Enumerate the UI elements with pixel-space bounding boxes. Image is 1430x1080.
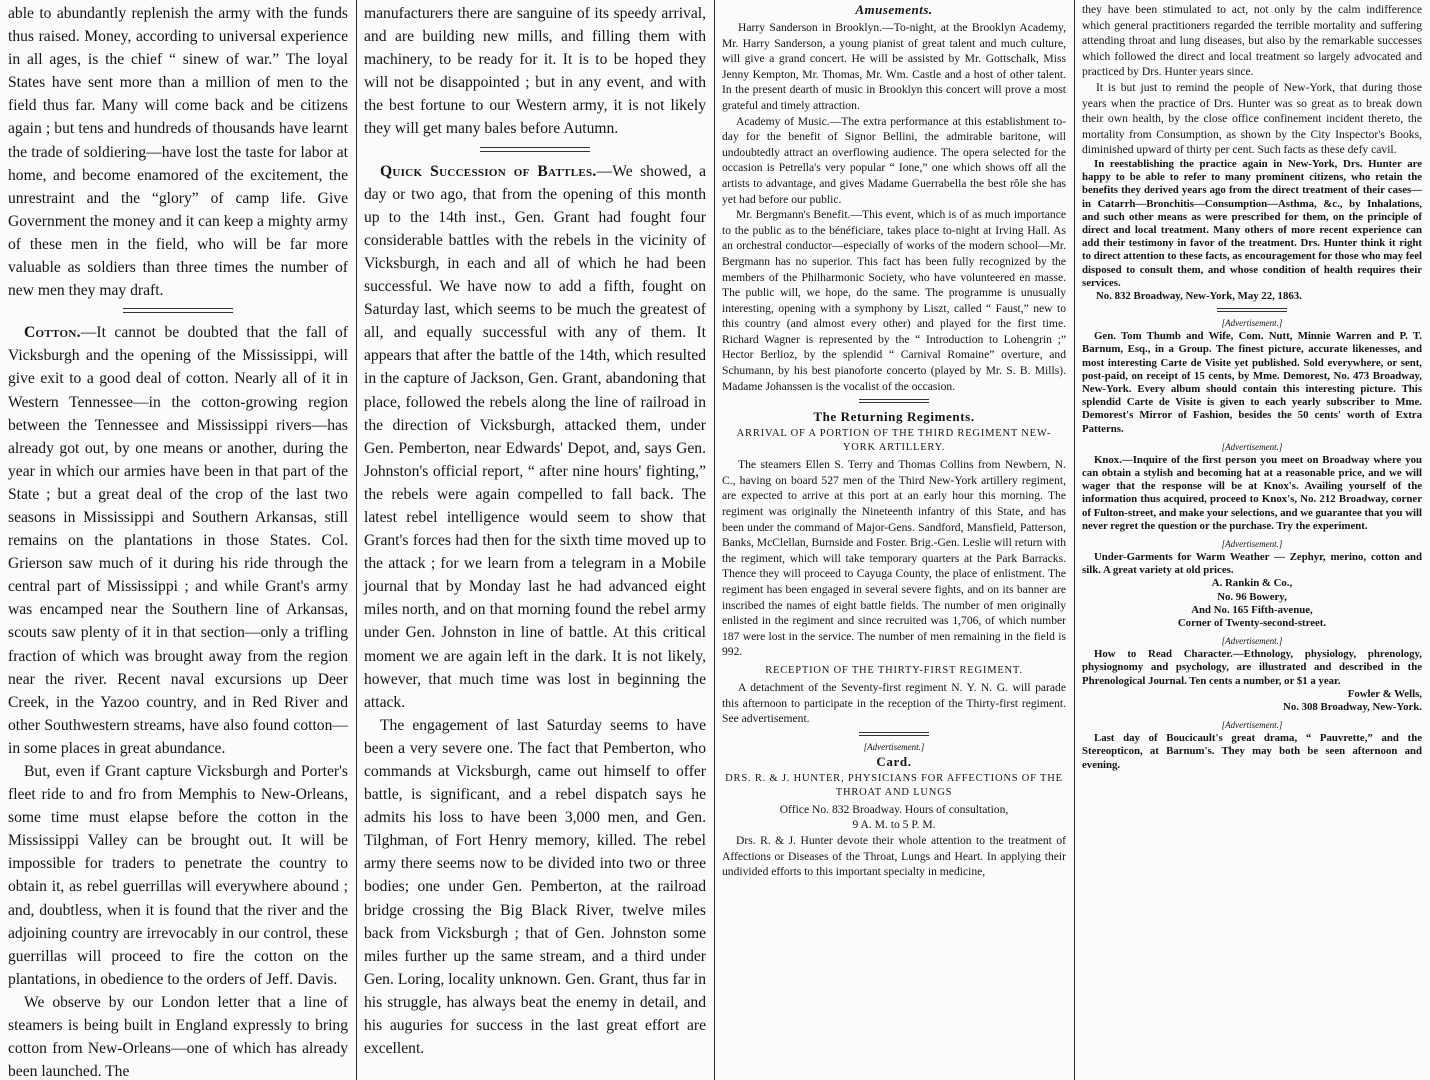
article-text: —It cannot be doubted that the fall of Vicksburgh and the opening of the Mississippi, will give exit to a good deal of cotton. Nearly all of it in Western Tennessee—in the cotton-growing region between the Tennessee and Mississippi rivers—has already got out, by one means or another, during the year in which our armies have been in that part of the State ; but a great deal of the crop of the last two seasons in Mississippi and Southern Arkansas, still remains on the plantations in those States. Col. Grierson saw much of it during his ride through the central part of Mississippi ; and while Grant's army was encamped near the Southern line of Arkansas, scouts saw plenty of it in that section—only a trifling fraction of which was brought away from the region near the river. Recent naval excursions up Deer Creek, in the Yazoo country, and in Red River and other Southwestern streams, have also found cotton—in some places in great abundance. (8, 324, 348, 757)
separator (480, 147, 590, 152)
ad-signature: Corner of Twenty-second-street. (1177, 617, 1327, 630)
column-1 (0, 0, 356, 1080)
article-paragraph: It is but just to remind the people of New-York, that during those years when the practice of Drs. Hunter was so great as to break down their own health, by the close office confinement incident thereto, the mortality from Consumption, as shown by the City Inspector's Books, diminished upward of thirty per cent. Such facts as these defy cavil. (1082, 80, 1422, 157)
section-heading: Amusements. (855, 2, 933, 17)
separator (859, 732, 929, 736)
separator (123, 308, 233, 313)
separator (1217, 308, 1287, 312)
subheading: RECEPTION OF THE THIRTY-FIRST REGIMENT. (765, 664, 1023, 676)
article-paragraph: Harry Sanderson in Brooklyn.—To-night, at the Brooklyn Academy, Mr. Harry Sanderson, a young pianist of great talent and much culture, will give a grand concert. He will be assisted by Mr. Gottschalk, Miss Jenny Kempton, Mr. Thomas, Mr. Wm. Castle and a host of other talent. In the present dearth of music in Brooklyn this concert will prove a most grateful and timely attraction. (722, 21, 1066, 112)
card-hours: 9 A. M. to 5 P. M. (852, 818, 936, 832)
ad-signature: No. 308 Broadway, New-York. (1283, 701, 1422, 714)
article-battles (364, 160, 706, 1061)
article-heading: Cotton. (24, 324, 81, 342)
subheading: DRS. R. & J. HUNTER, PHYSICIANS FOR AFFECTIONS OF THE THROAT AND LUNGS (725, 772, 1063, 798)
separator (859, 399, 929, 403)
advertisement-label: [Advertisement.] (1221, 318, 1283, 329)
ad-boucicault: Last day of Boucicault's great drama, “ Pauvrette,” and the Stereopticon, at Barnum's. They may both be seen afternoon and evening. (1082, 732, 1422, 771)
article-paragraph: Drs. R. & J. Hunter devote their whole attention to the treatment of Affections or Diseases of the Throat, Lungs and Heart. In applying their undivided efforts to this important specialty in medicine, (722, 833, 1066, 879)
section-heading: Card. (876, 753, 912, 769)
article-text: —We showed, a day or two ago, that from the opening of this month up to the 14th inst., Gen. Grant had fought four considerable battles with the rebels in the vicinity of Vicksburgh, in each and all of which he had been successful. We have now to add a fifth, fought on Saturday last, which seems to be much the greatest of all, and equally successful with any of them. It appears that after the battle of the 14th, which resulted in the capture of Jackson, Gen. Grant, abandoning that place, followed the rebels along the line of railroad in the direction of Vicksburgh, attacked them, under Gen. Pemberton, near Edwards' Depot, and, says Gen. Johnston's official report, “ after nine hours' fighting,” the rebels were again compelled to fall back. The latest rebel intelligence would seem to show that Grant's forces had then for the sixth time moved up to the attack ; for we learn from a telegram in a Mobile journal that by Monday last he had advanced eight miles north, and on that morning found the rebel army under Gen. Johnston in line of battle. At this critical moment we are again left in the dark. It is not likely, however, that much time was lost in beginning the attack. (364, 162, 706, 711)
article-paragraph: We observe by our London letter that a line of steamers is being built in England expressly to bring cotton from New-Orleans—one of which has already been launched. The (8, 993, 348, 1080)
section-heading: The Returning Regiments. (813, 409, 975, 425)
ad-signature: No. 96 Bowery, (1217, 590, 1287, 603)
article-paragraph: Mr. Bergmann's Benefit.—This event, which is of as much importance to the public as to the bénéficiare, takes place to-night at Irving Hall. As an orchestral conductor—especially of works of the modern school—Mr. Bergmann has no superior. This fact has been fully recognized by the members of the Philharmonic Society, who have volunteered en masse. The public will, we hope, do the same. The programme is unusually interesting, opening with a symphony by Liszt, called “ Faust,” new to this country (and almost every other) and played for the first time. Richard Wagner is represented by the “ Introduction to Lohengrin ;” Hector Berlioz, by the splendid “ Carnival Romaine” overture, and Schumann, by his best pianoforte concerto (played by Mr. S. B. Mills). Madame Johanssen is the vocalist of the occasion. (722, 208, 1066, 393)
ad-under-garments: Under-Garments for Warm Weather — Zephyr, merino, cotton and silk. A great variety at old prices. (1082, 551, 1422, 577)
article-paragraph: In reestablishing the practice again in New-York, Drs. Hunter are happy to be able to refer to many prominent citizens, who retain the benefits they derived years ago from the direct treatment of their cases—in Catarrh—Bronchitis—Consumption—Asthma, &c., by Inhalations, and such other means as were prescribed for them, on the principle of direct and local treatment. Many others of more recent experience can add their testimony in favor of the treatment. Drs. Hunter think it right to direct attention to these facts, as encouragement for those who may feel disposed to consult them, and whose condition of health requires their services. (1082, 157, 1422, 289)
column-3 (714, 0, 1074, 1080)
ad-signature: Fowler & Wells, (1347, 687, 1422, 700)
article-paragraph: able to abundantly replenish the army with the funds thus raised. Money, according to universal experience in all ages, is the chief “ sinew of war.” The loyal States have sent more than a million of men to the field thus far. Many will come back and be citizens again ; but tens and hundreds of thousands have learnt the trade of soldiering—have lost the taste for labor at home, and become enamored of the excitement, the unrestraint and the “glory” of camp life. Give Government the money and it can keep a mighty army of these men in the field, who will be far more valuable as soldiers than three times the number of new men they may draft. (8, 5, 348, 300)
advertisement-label: [Advertisement.] (1221, 636, 1283, 647)
article-paragraph: The engagement of last Saturday seems to have been a very severe one. The fact that Pemberton, who commands at Vicksburgh, came out himself to offer battle, is significant, and a rebel dispatch says he admits his loss to have been 3,000 men, and Gen. Tilghman, of Fort Henry memory, killed. The rebel army there seems now to be divided into two or three bodies; one under Gen. Pemberton, at the railroad bridge crossing the Big Black River, twelve miles back from Vicksburgh ; that of Gen. Johnston some miles further up the same stream, and a third under Gen. Loring, locality unknown. Gen. Grant, thus far in his struggle, has always beat the enemy in detail, and his auguries for success in the last great effort are excellent. (364, 716, 706, 1058)
article-paragraph: they have been stimulated to act, not only by the calm indifference which general practitioners regarded the terrible mortality and suffering attending throat and lung diseases, but also by the remarkable successes which followed the direct and local treatment so largely advocated and practiced by Drs. Hunter years since. (1082, 3, 1422, 79)
ad-knox: Knox.—Inquire of the first person you meet on Broadway where you can obtain a stylish and becoming hat at a reasonable price, and we will wager that the response will be at Knox's. Availing yourself of the information thus acquired, proceed to Knox's, No. 212 Broadway, corner of Fulton-street, and make your selections, and we guarantee that you will never regret the question or the purchase. Try the experiment. (1082, 453, 1422, 532)
signature-line: No. 832 Broadway, New-York, May 22, 1863. (1096, 289, 1302, 302)
article-paragraph (364, 160, 706, 714)
article-paragraph (8, 321, 348, 760)
article-paragraph: A detachment of the Seventy-first regiment N. Y. N. G. will parade this afternoon to participate in the reception of the Thirty-first regiment. See advertisement. (722, 680, 1066, 726)
article-paragraph: Academy of Music.—The extra performance at this establishment to-day for the benefit of Signor Bellini, the admirable baritone, will undoubtedly attract an overflowing audience. The opera selected for the occasion is Petrella's very popular “ Ione,” one which shows off all the artists to advantage, and gives Madame Guerrabella the best rôle she has yet had before our public. (722, 114, 1066, 206)
ad-signature: And No. 165 Fifth-avenue, (1191, 603, 1313, 616)
advertisement-label: [Advertisement.] (1221, 539, 1283, 550)
subheading: ARRIVAL OF A PORTION OF THE THIRD REGIMENT NEW-YORK ARTILLERY. (736, 428, 1052, 454)
column-4 (1074, 0, 1430, 1080)
article-paragraph: But, even if Grant capture Vicksburgh and Porter's fleet ride to and fro from Memphis to New-Orleans, some time must elapse before the cotton in the Mississippi Valley can be brought out. It will be impossible for traders to penetrate the country to obtain it, as rebel guerrillas will everywhere abound ; and, doubtless, when it is found that the river and the adjoining country are irrevocably in our control, these guerrillas will proceed to fire the cotton on the plantations, in obedience to the orders of Jeff. Davis. (8, 763, 348, 988)
advertisement-label: [Advertisement.] (1221, 441, 1283, 452)
article-heading: Quick Succession of Battles. (380, 162, 597, 180)
column-2 (356, 0, 714, 1080)
advertisement-label: [Advertisement.] (863, 741, 925, 752)
article-cotton (8, 321, 348, 1080)
advertisement-block (1082, 158, 1422, 772)
card-office: Office No. 832 Broadway. Hours of consultation, (779, 802, 1009, 816)
advertisement-label: [Advertisement.] (1221, 720, 1283, 731)
ad-tom-thumb: Gen. Tom Thumb and Wife, Com. Nutt, Minnie Warren and P. T. Barnum, Esq., in a Group. The finest picture, accurate likenesses, and most interesting Carte de Visite yet published. Sold everywhere, or sent, post-paid, on receipt of 15 cents, by Mme. Demorest, No. 473 Broadway, New-York. Every album should contain this interesting picture. This splendid Carte de Visite is given to each yearly subscriber to Mme. Demorest's Mirror of Fashion, besides the 50 cents' worth of Extra Patterns. (1082, 330, 1422, 435)
ad-read-character: How to Read Character.—Ethnology, physiology, phrenology, physiognomy and psychology, are illustrated and described in the Phrenological Journal. Ten cents a number, or $1 a year. (1082, 648, 1422, 687)
article-paragraph: manufacturers there are sanguine of its speedy arrival, and are building new mills, and filling them with machinery, to be ready for it. It is to be hoped they will not be disappointed ; but in any event, and with the best fortune to our Western army, it is not likely they will get many bales before Autumn. (364, 5, 706, 138)
ad-signature: A. Rankin & Co., (1211, 577, 1293, 590)
article-paragraph: The steamers Ellen S. Terry and Thomas Collins from Newbern, N. C., having on board 527 men of the Third New-York artillery regiment, are expected to arrive at this port at an early hour this morning. The regiment was originally the Nineteenth infantry of this State, and has been under the command of Major-Gens. Sandford, Mansfield, Patterson, Banks, McClellan, Burnside and Foster. Brig.-Gen. Leslie will return with the regiment, which will take temporary quarters at the Park Barracks. Thence they will proceed to Cayuga County, the place of enlistment. The regiment has been engaged in several severe fights, and on its banner are inscribed the names of eight battle fields. The number of men originally enlisted in the regiment and since recruited was 1,706, of which number 187 were lost in the service. The number of men remaining in the field is 992. (722, 458, 1066, 659)
